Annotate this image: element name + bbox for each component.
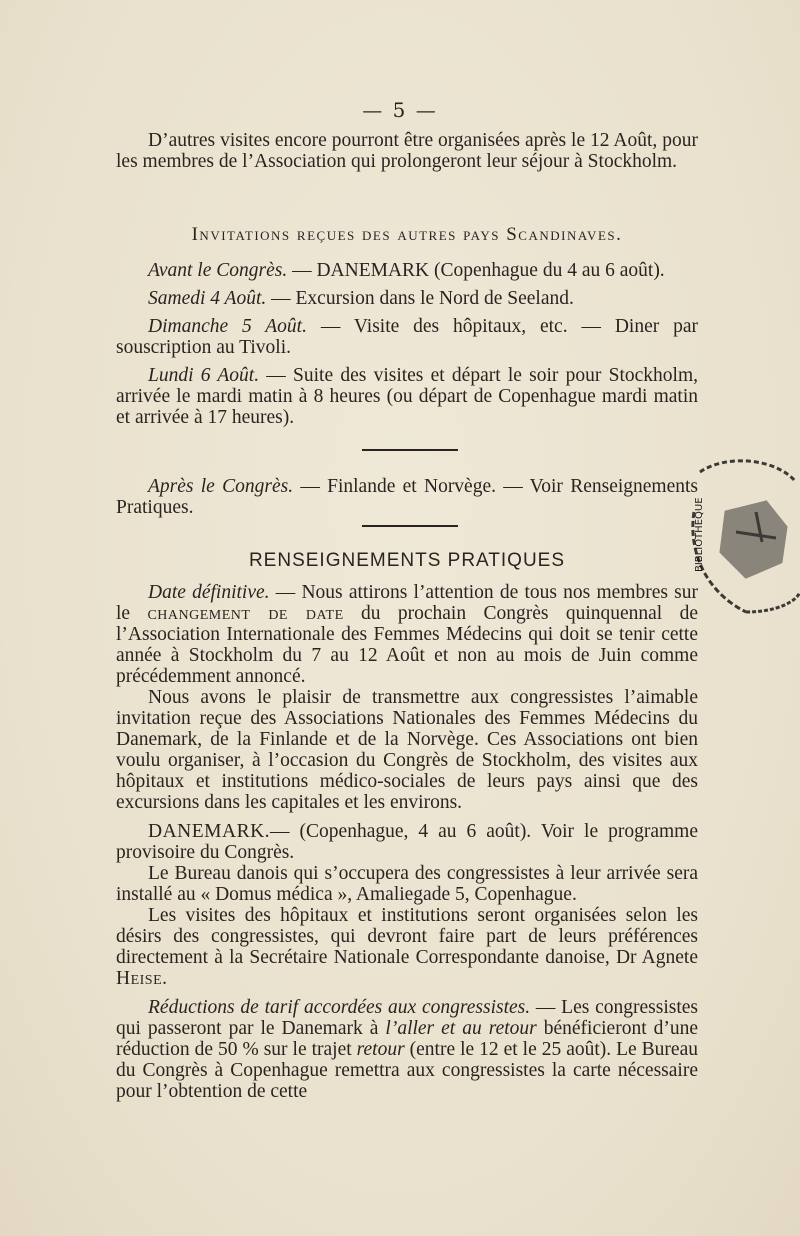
denmark-text: — (Copenhague, 4 au 6 août). Voir le programme provisoire du Congrès. bbox=[116, 821, 698, 863]
monday-lead: Lundi 6 Août. bbox=[148, 365, 260, 386]
before-congress-text: — DANEMARK (Copenhague du 4 au 6 août). bbox=[287, 260, 665, 281]
definitive-date-lead: Date définitive. bbox=[148, 582, 270, 603]
before-congress-lead: Avant le Congrès. bbox=[148, 260, 288, 281]
practical-body bbox=[116, 582, 698, 1102]
after-congress-lead: Après le Congrès. bbox=[148, 476, 294, 497]
reductions-it2: retour bbox=[356, 1039, 405, 1060]
practical-heading-block bbox=[116, 550, 698, 571]
definitive-date-text1: — Nous attirons l’attention de tous nos membres sur le bbox=[116, 582, 698, 624]
definitive-date-paragraph bbox=[116, 582, 698, 687]
reductions-lead: Réductions de tarif accordées aux congressistes. bbox=[148, 997, 531, 1018]
saturday-lead: Samedi 4 Août. bbox=[148, 288, 267, 309]
sunday-text: — Visite des hôpitaux, etc. — Diner par souscription au Tivoli. bbox=[116, 316, 698, 358]
before-congress-paragraph bbox=[116, 260, 698, 281]
intro-block bbox=[116, 130, 698, 172]
stamp-text: BIBLIOTHÈQUE bbox=[694, 497, 705, 572]
denmark-paragraph bbox=[116, 821, 698, 863]
after-congress-text: — Finlande et Norvège. — Voir Renseignements Pratiques. bbox=[116, 476, 698, 518]
reductions-text2: bénéficieront d’une réduction de 50 % sur le trajet bbox=[116, 1018, 699, 1060]
section-rule-2 bbox=[362, 525, 458, 527]
sunday-lead: Dimanche 5 Août. bbox=[148, 316, 307, 337]
visits-text: Les visites des hôpitaux et institutions seront organisées selon les désirs des congressistes, qui devront faire part de leurs préférences directement à la Secrétaire Nationale Correspondante danoise, Dr Agnete bbox=[116, 905, 698, 968]
visits-name: Heise bbox=[116, 968, 163, 989]
saturday-text: — Excursion dans le Nord de Seeland. bbox=[266, 288, 574, 309]
reductions-it1: l’aller et au retour bbox=[385, 1018, 537, 1039]
invitations-block bbox=[116, 224, 698, 245]
reductions-text1: — Les congressistes qui passeront par le Danemark à bbox=[116, 997, 698, 1039]
after-congress-block bbox=[116, 476, 698, 518]
pleasure-paragraph: Nous avons le plaisir de transmettre aux congressistes l’aimable invitation reçue des Associations Nationales des Femmes Médecins du Danemark, de la Finlande et de la Norvège. Ces Associations ont bien voulu organiser, à l’occasion du Congrès de Stockholm, des visites aux hôpitaux et institutions médico-sociales de leurs pays ainsi que des excursions dans les capitales et les environs. bbox=[116, 687, 698, 813]
visits-paragraph bbox=[116, 905, 698, 989]
bureau-paragraph: Le Bureau danois qui s’occupera des congressistes à leur arrivée sera installé au « Domus médica », Amaliegade 5, Copenhague. bbox=[116, 863, 698, 905]
intro-paragraph: D’autres visites encore pourront être organisées après le 12 Août, pour les membres de l’Association qui prolongeront leur séjour à Stockholm. bbox=[116, 130, 698, 172]
definitive-date-text2: du prochain Congrès quinquennal de l’Association Internationale des Femmes Médecins qui doit se tenir cette année à Stockholm du 7 au 12 Août et non au mois de Juin comme précédemment annoncé. bbox=[116, 603, 698, 687]
section-rule-1 bbox=[362, 449, 458, 451]
library-stamp bbox=[686, 452, 800, 622]
schedule-block bbox=[116, 260, 698, 428]
visits-end: . bbox=[162, 968, 168, 989]
invitations-heading: Invitations reçues des autres pays Scandinaves. bbox=[191, 224, 623, 245]
page-number: — 5 — bbox=[362, 98, 438, 122]
practical-heading: RENSEIGNEMENTS PRATIQUES bbox=[248, 550, 566, 571]
reductions-paragraph bbox=[116, 997, 698, 1102]
monday-text: — Suite des visites et départ le soir pour Stockholm, arrivée le mardi matin à 8 heures (ou départ de Copenhague mardi matin et arrivée à 17 heures). bbox=[116, 365, 698, 428]
denmark-lead: DANEMARK. bbox=[148, 821, 271, 842]
reductions-text3: (entre le 12 et le 25 août). Le Bureau du Congrès à Copenhague remettra aux congressistes la carte nécessaire pour l’obtention de cette bbox=[116, 1039, 698, 1102]
saturday-paragraph bbox=[116, 288, 698, 309]
definitive-date-caps: changement de date bbox=[147, 603, 344, 624]
after-congress-paragraph bbox=[116, 476, 698, 518]
sunday-paragraph bbox=[116, 316, 698, 358]
monday-paragraph bbox=[116, 365, 698, 428]
